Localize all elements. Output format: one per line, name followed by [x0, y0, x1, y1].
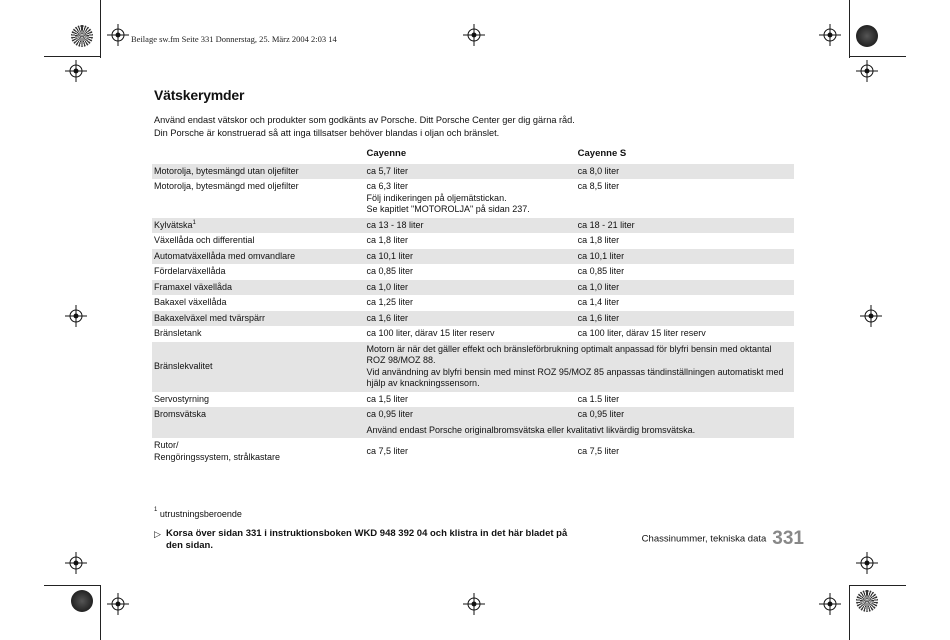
cell-cayenne-s: ca 1,4 liter [577, 297, 620, 307]
row-label: Bromsvätska [152, 407, 365, 423]
footnote-marker: 1 [192, 219, 196, 226]
cell-cayenne-s: ca 1,0 liter [576, 280, 794, 296]
table-row [152, 423, 794, 439]
fluid-capacities-table [152, 146, 794, 465]
cell-cayenne-s: ca 0,85 liter [577, 266, 625, 276]
cell-cayenne: ca 1,5 liter [366, 393, 409, 404]
registration-mark-icon [463, 593, 485, 615]
row-label [152, 218, 365, 234]
page-title: Vätskerymder [154, 87, 245, 103]
registration-mark-icon [463, 24, 485, 46]
table-row [152, 311, 794, 327]
density-patch-icon [71, 25, 93, 47]
table-row [152, 342, 794, 392]
cell-cayenne-s: ca 100 liter, därav 15 liter reserv [577, 328, 706, 338]
table-row [152, 407, 794, 423]
table-row [152, 392, 794, 408]
column-header: Cayenne S [577, 148, 627, 159]
registration-mark-icon [65, 305, 87, 327]
table-row [152, 264, 794, 280]
registration-mark-icon [107, 593, 129, 615]
cell-cayenne-s: ca 7,5 liter [577, 445, 620, 456]
trim-line-top-left-h [44, 56, 101, 57]
row-label-line: Rutor/ [154, 440, 179, 450]
cell-cayenne: ca 1,6 liter [365, 311, 576, 327]
brake-fluid-note: Använd endast Porsche originalbromsvätska eller kvalitativt likvärdig bromsvätska. [365, 423, 795, 439]
cell-cayenne: ca 7,5 liter [366, 445, 409, 456]
section-name: Chassinummer, tekniska data [641, 533, 767, 545]
row-label: Bakaxel växellåda [154, 297, 227, 307]
trim-line-bottom-right-h [849, 585, 906, 586]
row-label: Servostyrning [154, 393, 210, 404]
cell-cayenne: ca 1,25 liter [366, 297, 414, 307]
cell-note: Se kapitlet "MOTOROLJA" på sidan 237. [366, 204, 530, 214]
page-footer [642, 528, 804, 550]
fuel-quality-line: Vid användning av blyfri bensin med minst ROZ 95/MOZ 85 anpassas tändinställningen automatiskt med hjälp av knackningssensorn. [366, 366, 784, 388]
table-row [152, 280, 794, 296]
row-label: Motorolja, bytesmängd med oljefilter [154, 181, 299, 191]
density-patch-icon [856, 25, 878, 47]
table-row [152, 249, 794, 265]
instruction-notice [154, 528, 594, 552]
cell-cayenne-s: ca 0,95 liter [576, 407, 794, 423]
registration-mark-icon [856, 60, 878, 82]
intro-line: Använd endast vätskor och produkter som godkänts av Porsche. Ditt Porsche Center ger dig gärna råd. [154, 115, 575, 125]
table-header-row [152, 146, 794, 164]
density-patch-icon [856, 590, 878, 612]
row-label: Fördelarväxellåda [154, 266, 226, 276]
registration-mark-icon [65, 552, 87, 574]
fuel-quality-line: Motorn är när det gäller effekt och bränsleförbrukning optimalt anpassad för blyfri bensin med oktantal ROZ 98/MOZ 88. [366, 343, 772, 365]
cell-cayenne: ca 0,95 liter [365, 407, 576, 423]
row-label: Motorolja, bytesmängd utan oljefilter [152, 164, 365, 180]
registration-mark-icon [107, 24, 129, 46]
cell-cayenne: ca 5,7 liter [365, 164, 576, 180]
footnote [154, 509, 242, 519]
row-label: Växellåda och differential [154, 235, 255, 245]
table-row [152, 295, 794, 311]
intro-text [154, 114, 654, 139]
cell-cayenne-s: ca 1,8 liter [577, 235, 620, 245]
cell-cayenne-s: ca 18 - 21 liter [576, 218, 794, 234]
registration-mark-icon [819, 24, 841, 46]
row-label-line: Rengöringssystem, strålkastare [154, 451, 281, 462]
column-header: Cayenne [366, 148, 407, 159]
row-label: Bränsletank [154, 328, 202, 338]
cell-cayenne-s: ca 8,5 liter [577, 181, 620, 191]
row-label: Framaxel växellåda [152, 280, 365, 296]
trim-line-bottom-left-v [100, 585, 101, 640]
table-row [152, 179, 794, 218]
trim-line-top-right-v [849, 0, 850, 58]
trim-line-bottom-left-h [44, 585, 101, 586]
cell-cayenne [365, 179, 576, 218]
cell-value: ca 6,3 liter [366, 181, 409, 191]
column-header [152, 146, 365, 164]
cell-cayenne-s: ca 1,6 liter [576, 311, 794, 327]
trim-line-top-right-h [849, 56, 906, 57]
cell-cayenne-s: ca 1.5 liter [577, 393, 620, 404]
triangle-bullet-icon: ▷ [154, 529, 161, 539]
table-row [152, 233, 794, 249]
intro-line: Din Porsche är konstruerad så att inga tillsatser behöver blandas i oljan och bränslet. [154, 127, 500, 138]
footnote-text: utrustningsberoende [159, 509, 242, 519]
print-header: Beilage sw.fm Seite 331 Donnerstag, 25. März 2004 2:03 14 [131, 34, 337, 44]
trim-line-top-left-v [100, 0, 101, 58]
row-label [152, 438, 365, 465]
page-number: 331 [772, 528, 804, 549]
cell-cayenne: ca 0,85 liter [366, 266, 414, 276]
table-row [152, 164, 794, 180]
cell-cayenne-s: ca 8,0 liter [576, 164, 794, 180]
row-label: Automatväxellåda med omvandlare [152, 249, 365, 265]
registration-mark-icon [819, 593, 841, 615]
table-row [152, 326, 794, 342]
trim-line-bottom-right-v [849, 585, 850, 640]
cell-cayenne: ca 13 - 18 liter [365, 218, 576, 234]
registration-mark-icon [860, 305, 882, 327]
table-row [152, 438, 794, 465]
row-label-text: Kylvätska [154, 219, 193, 230]
table-row [152, 218, 794, 234]
row-label [152, 423, 365, 439]
row-label: Bränslekvalitet [152, 342, 365, 392]
density-patch-icon [71, 590, 93, 612]
footnote-marker: 1 [154, 507, 158, 513]
notice-text: Korsa över sidan 331 i instruktionsboken WKD 948 392 04 och klistra in det här bladet på den sidan. [166, 528, 568, 551]
cell-cayenne: ca 1,8 liter [366, 235, 409, 245]
registration-mark-icon [856, 552, 878, 574]
cell-note: Följ indikeringen på oljemätstickan. [366, 192, 507, 203]
cell-cayenne: ca 100 liter, därav 15 liter reserv [366, 328, 495, 338]
cell-cayenne: ca 10,1 liter [365, 249, 576, 265]
row-label: Bakaxelväxel med tvärspärr [152, 311, 365, 327]
fuel-quality-text [365, 342, 795, 392]
cell-cayenne-s: ca 10,1 liter [576, 249, 794, 265]
cell-cayenne: ca 1,0 liter [365, 280, 576, 296]
registration-mark-icon [65, 60, 87, 82]
